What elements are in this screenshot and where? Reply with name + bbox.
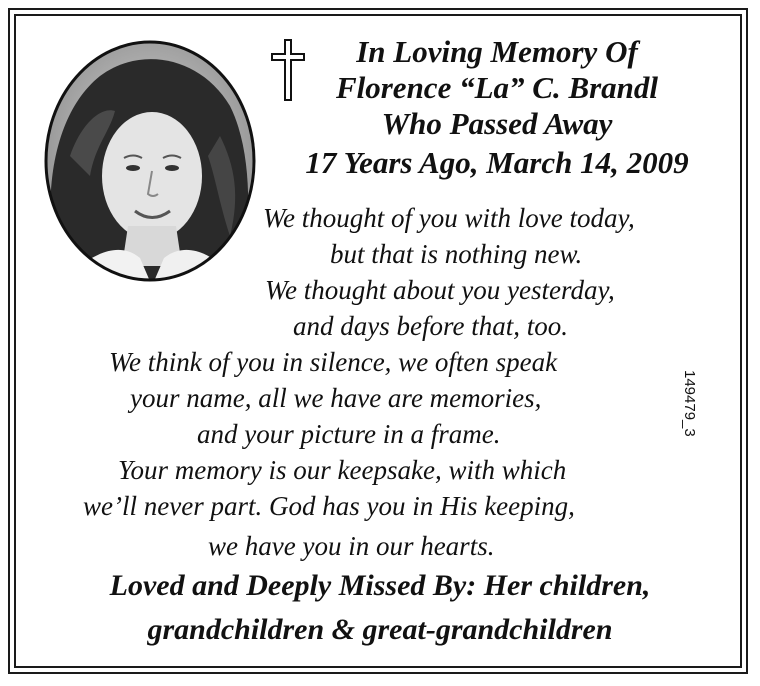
poem-line-8: Your memory is our keepsake, with which [118, 455, 567, 485]
heading-line-2: Florence “La” C. Brandl [335, 70, 659, 105]
poem-line-5: We think of you in silence, we often speak [109, 347, 558, 377]
poem-line-2: but that is nothing new. [330, 239, 583, 269]
closing-line-2: grandchildren & great-grandchildren [147, 613, 613, 646]
poem-line-3: We thought about you yesterday, [265, 275, 615, 305]
poem-line-6: your name, all we have are memories, [130, 383, 542, 413]
portrait-photo [40, 36, 260, 286]
ad-id-number: 149479_3 [681, 370, 698, 437]
heading-line-1: In Loving Memory Of [356, 34, 638, 69]
poem-line-1: We thought of you with love today, [263, 203, 635, 233]
poem-line-10: we have you in our hearts. [208, 531, 495, 561]
closing-line-1: Loved and Deeply Missed By: Her children, [109, 569, 651, 602]
poem-line-7: and your picture in a frame. [197, 419, 501, 449]
heading-line-4: 17 Years Ago, March 14, 2009 [305, 145, 689, 180]
poem-line-4: and days before that, too. [293, 311, 568, 341]
heading-line-3: Who Passed Away [381, 106, 613, 141]
poem-line-9: we’ll never part. God has you in His keeping, [83, 491, 575, 521]
